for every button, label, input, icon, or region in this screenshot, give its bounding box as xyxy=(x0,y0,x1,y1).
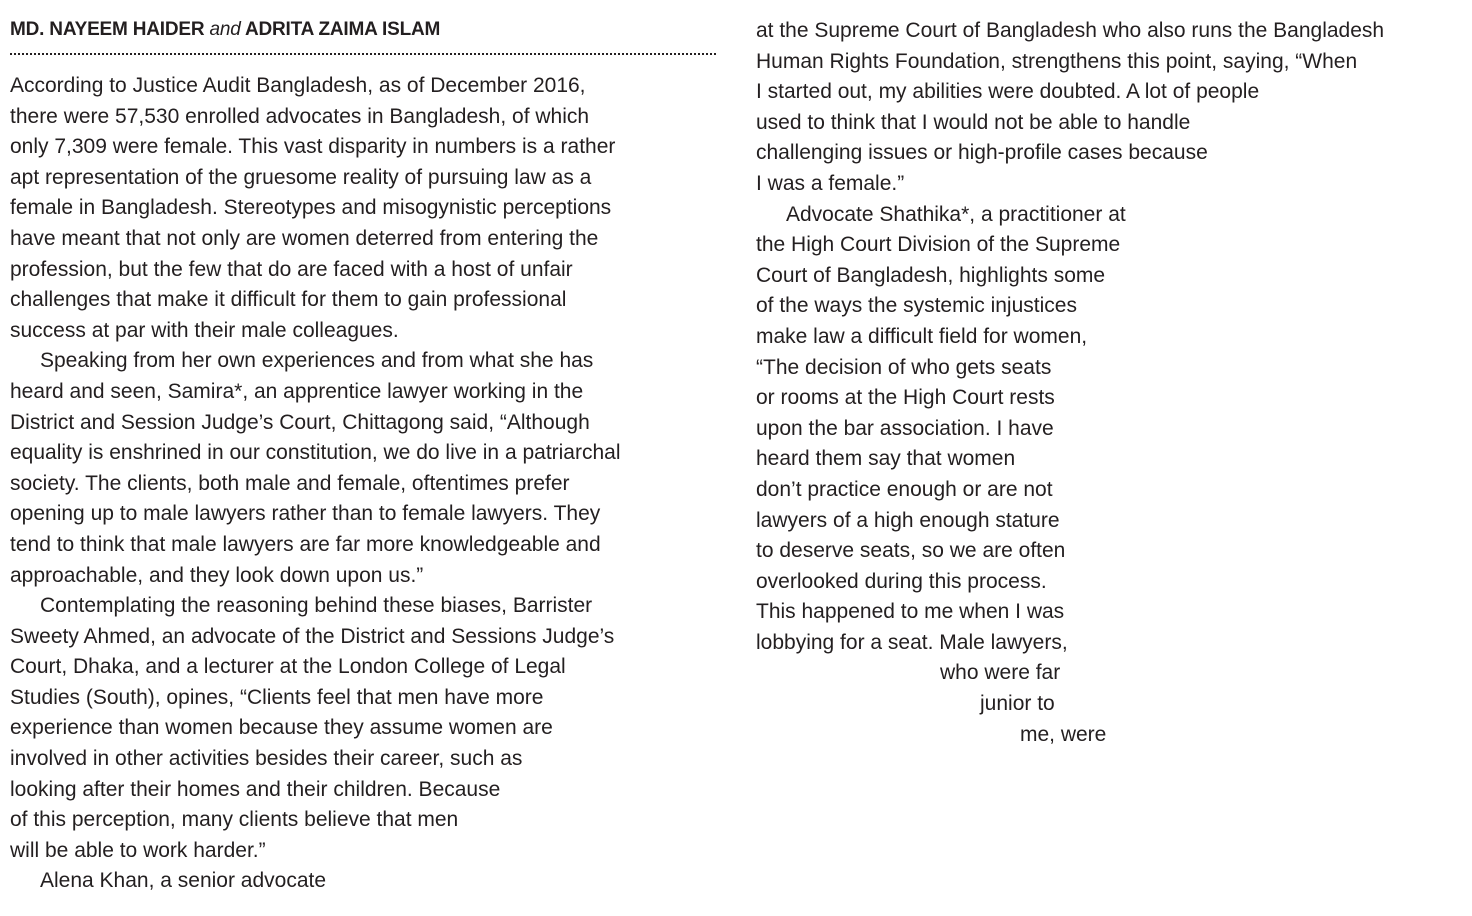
text-line: profession, but the few that do are faced with a host of unfair xyxy=(10,257,573,281)
byline-conjunction: and xyxy=(209,19,241,40)
text-line: will be able to work harder.” xyxy=(10,838,266,862)
text-line: female in Bangladesh. Stereotypes and misogynistic perceptions xyxy=(10,196,612,220)
text-line: have meant that not only are women deterred from entering the xyxy=(10,226,599,250)
author-2: ADRITA ZAIMA ISLAM xyxy=(244,19,441,40)
text-line: This happened to me when I was xyxy=(756,600,1065,624)
text-line: “The decision of who gets seats xyxy=(756,355,1052,379)
text-line: Sweety Ahmed, an advocate of the District and Sessions Judge’s xyxy=(10,624,615,648)
text-line: the High Court Division of the Supreme xyxy=(756,233,1121,257)
text-line: upon the bar association. I have xyxy=(756,416,1054,440)
text-line: heard and seen, Samira*, an apprentice lawyer working in the xyxy=(10,379,584,403)
text-line: lobbying for a seat. Male lawyers, xyxy=(756,630,1068,654)
text-line: tend to think that male lawyers are far more knowledgeable and xyxy=(10,532,601,556)
text-line: Human Rights Foundation, strengthens this point, saying, “When xyxy=(756,49,1358,73)
text-line: of the ways the systemic injustices xyxy=(756,294,1077,318)
text-line: apt representation of the gruesome reality of pursuing law as a xyxy=(10,165,592,189)
article-left-column xyxy=(10,71,730,897)
text-line: at the Supreme Court of Bangladesh who also runs the Bangladesh xyxy=(756,19,1385,42)
text-wrap-line: junior to xyxy=(980,692,1055,716)
text-line: involved in other activities besides their career, such as xyxy=(10,747,523,771)
text-line: there were 57,530 enrolled advocates in Bangladesh, of which xyxy=(10,104,590,128)
text-wrap-line: me, were xyxy=(1020,722,1107,746)
paragraph-start-line: Advocate Shathika*, a practitioner at xyxy=(786,202,1126,226)
text-line: success at par with their male colleagues. xyxy=(10,318,399,342)
text-line: equality is enshrined in our constitution, we do live in a patriarchal xyxy=(10,441,621,465)
text-line: Studies (South), opines, “Clients feel that men have more xyxy=(10,685,544,709)
article-right-column xyxy=(756,16,1466,750)
text-line: of this perception, many clients believe that men xyxy=(10,808,459,832)
text-line: approachable, and they look down upon us.” xyxy=(10,563,424,587)
text-line: I was a female.” xyxy=(756,171,905,195)
author-1: MD. NAYEEM HAIDER xyxy=(10,19,205,40)
text-line: Court, Dhaka, and a lecturer at the London College of Legal xyxy=(10,655,566,679)
text-line: to deserve seats, so we are often xyxy=(756,539,1066,563)
text-line: don’t practice enough or are not xyxy=(756,477,1053,501)
text-line: or rooms at the High Court rests xyxy=(756,386,1055,410)
text-line: According to Justice Audit Bangladesh, as of December 2016, xyxy=(10,74,586,97)
paragraph-start-line: Contemplating the reasoning behind these biases, Barrister xyxy=(40,594,593,618)
text-line: society. The clients, both male and female, oftentimes prefer xyxy=(10,471,570,495)
text-line: lawyers of a high enough stature xyxy=(756,508,1060,532)
text-line: used to think that I would not be able to handle xyxy=(756,110,1191,134)
text-line: opening up to male lawyers rather than to female lawyers. They xyxy=(10,502,601,526)
byline xyxy=(10,19,440,41)
paragraph-start-line: Speaking from her own experiences and from what she has xyxy=(40,349,594,373)
text-line: challenging issues or high-profile cases because xyxy=(756,141,1208,165)
text-line: District and Session Judge’s Court, Chittagong said, “Although xyxy=(10,410,590,434)
text-line: experience than women because they assume women are xyxy=(10,716,553,740)
text-line: only 7,309 were female. This vast disparity in numbers is a rather xyxy=(10,135,616,159)
text-line: challenges that make it difficult for them to gain professional xyxy=(10,288,567,312)
byline-divider xyxy=(10,53,716,55)
text-line: Court of Bangladesh, highlights some xyxy=(756,263,1106,287)
text-line: overlooked during this process. xyxy=(756,569,1047,593)
text-wrap-line: who were far xyxy=(940,661,1061,685)
text-line: make law a difficult field for women, xyxy=(756,324,1088,348)
paragraph-start-line: Alena Khan, a senior advocate xyxy=(40,869,327,893)
text-line: heard them say that women xyxy=(756,447,1016,471)
text-line: looking after their homes and their children. Because xyxy=(10,777,501,801)
text-line: I started out, my abilities were doubted. A lot of people xyxy=(756,80,1260,104)
